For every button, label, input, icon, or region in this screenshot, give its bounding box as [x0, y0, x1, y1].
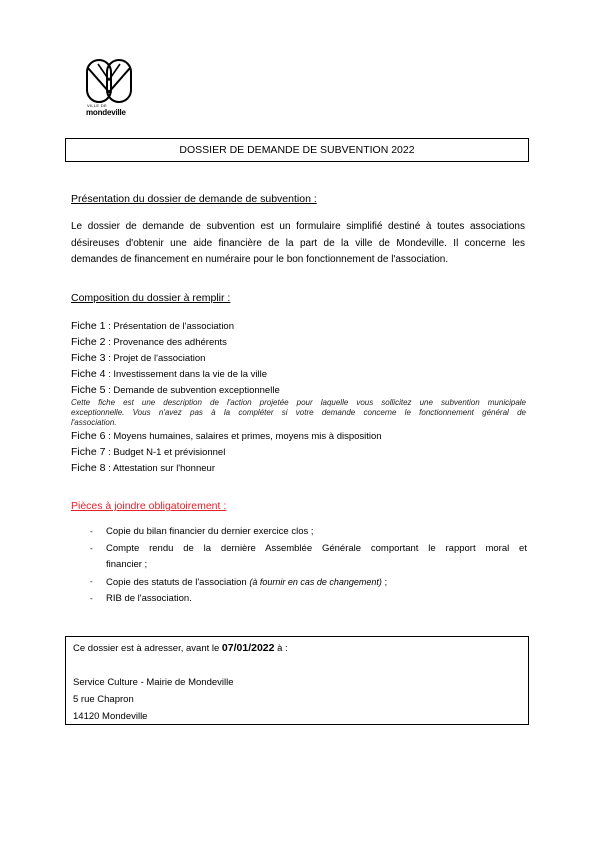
fiche-label: Fiche 6 [71, 430, 106, 442]
pieces-heading: Pièces à joindre obligatoirement : [71, 500, 227, 512]
fiche-text: : Provenance des adhérents [105, 337, 227, 348]
piece-item [90, 574, 527, 592]
fiche-item [71, 350, 531, 366]
deadline-date: 07/01/2022 [221, 642, 275, 654]
pieces-list [90, 524, 527, 608]
fiche-item [71, 428, 531, 444]
note-line: exceptionnelle. Vous n'avez pas à la compléter si votre demande concerne le fonctionnement général de [71, 408, 526, 417]
address-box [65, 636, 529, 725]
piece-text-end: ; [381, 576, 388, 588]
spacer [73, 657, 521, 674]
piece-text: Copie du bilan financier du dernier exercice clos ; [106, 526, 314, 537]
fiche-text: : Budget N-1 et prévisionnel [105, 447, 226, 458]
fiche-item [71, 366, 531, 382]
address-line: 5 rue Chapron [73, 694, 134, 705]
bullet-icon: - [90, 543, 93, 553]
fiche-label: Fiche 8 [71, 462, 106, 474]
fiche-item [71, 334, 531, 350]
note-line: l'association. [71, 418, 117, 427]
fiche-label: Fiche 7 [71, 446, 106, 458]
bullet-icon: - [90, 527, 93, 536]
bullet-icon: - [90, 576, 93, 586]
fiche-text: : Moyens humaines, salaires et primes, moyens mis à disposition [105, 431, 382, 442]
fiche-text: : Demande de subvention exceptionnelle [105, 385, 280, 396]
piece-text: financier ; [106, 559, 148, 570]
note-line: Cette fiche est une description de l'action projetée pour laquelle vous sollicitez une subvention municipale [71, 398, 526, 407]
fiche-item [71, 318, 531, 334]
document-title: DOSSIER DE DEMANDE DE SUBVENTION 2022 [179, 144, 415, 156]
fiche-text: : Projet de l'association [105, 353, 206, 364]
address-intro-end: à : [274, 643, 288, 654]
presentation-heading: Présentation du dossier de demande de subvention : [71, 193, 317, 205]
bullet-icon: - [90, 594, 93, 603]
document-title-box [65, 138, 529, 162]
fiche-item [71, 460, 531, 476]
piece-text-main: Copie des statuts de l'association [106, 576, 250, 588]
presentation-line: Le dossier de demande de subvention est un formulaire simplifié destiné à toutes associations [71, 221, 525, 232]
composition-heading: Composition du dossier à remplir : [71, 292, 231, 304]
fiche-text: : Investissement dans la vie de la ville [105, 369, 268, 380]
piece-text: RIB de l'association. [106, 593, 192, 604]
address-intro [73, 640, 521, 657]
fiche-text: : Attestation sur l'honneur [105, 463, 215, 474]
presentation-paragraph [71, 219, 525, 269]
fiche-text: : Présentation de l'association [105, 321, 234, 332]
address-intro-text: Ce dossier est à adresser, avant le [73, 643, 222, 654]
piece-item [90, 541, 527, 574]
fiche-label: Fiche 3 [71, 352, 106, 364]
address-line: Service Culture - Mairie de Mondeville [73, 677, 234, 688]
piece-item [90, 591, 527, 608]
logo-small-text: VILLE DE [87, 103, 107, 108]
presentation-line: désireuses d'obtenir une aide financière de la part de la ville de Mondeville. Il concerne les [71, 237, 525, 249]
address-line: 14120 Mondeville [73, 711, 148, 722]
fiche-5-note [71, 398, 526, 428]
logo-name: mondeville [86, 108, 126, 117]
piece-text: Compte rendu de la dernière Assemblée Générale comportant le rapport moral et [106, 542, 527, 554]
fiche-label: Fiche 2 [71, 336, 106, 348]
fiche-list [71, 318, 531, 476]
piece-text-italic: (à fournir en cas de changement) [249, 576, 382, 587]
logo-mark-icon [84, 58, 134, 104]
presentation-line: demandes de financement en numéraire pour le bon fonctionnement de l'association. [71, 254, 449, 265]
fiche-item [71, 382, 531, 398]
fiche-label: Fiche 5 [71, 384, 106, 396]
fiche-item [71, 444, 531, 460]
fiche-label: Fiche 4 [71, 368, 106, 380]
fiche-label: Fiche 1 [71, 320, 106, 332]
piece-text [106, 574, 527, 592]
piece-item [90, 524, 527, 541]
